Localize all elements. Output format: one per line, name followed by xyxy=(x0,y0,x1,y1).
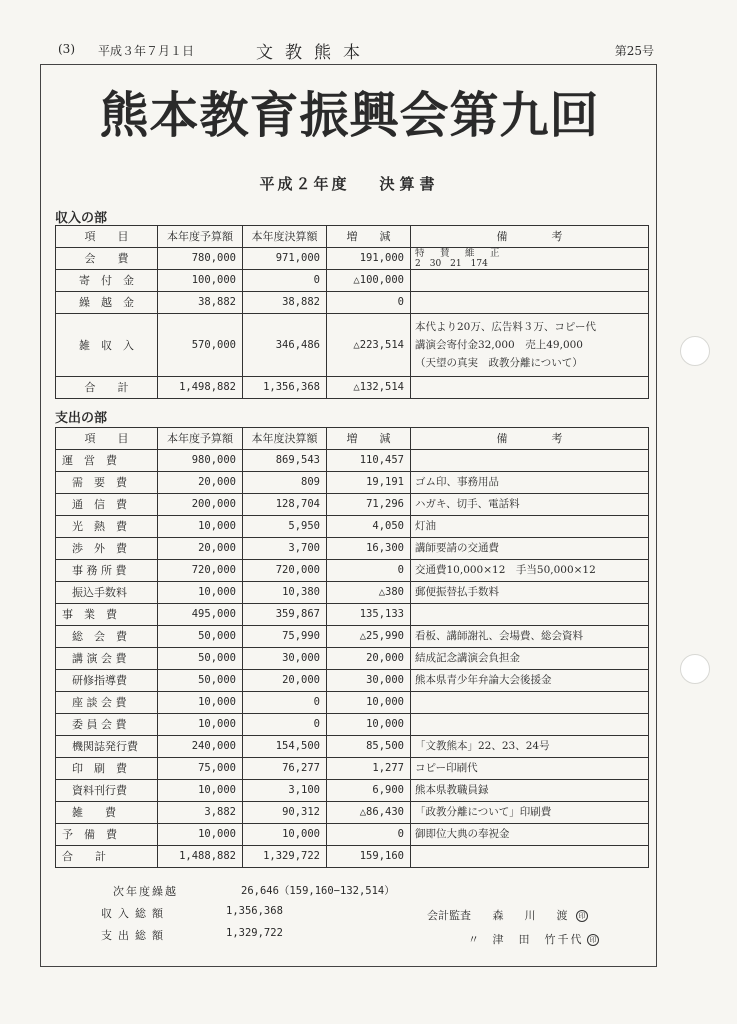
document-frame xyxy=(40,64,657,967)
note xyxy=(411,846,649,868)
actual: 10,000 xyxy=(243,824,327,846)
col-note: 備 考 xyxy=(411,226,649,248)
diff: △380 xyxy=(327,582,411,604)
auditor-role: 会計監査 xyxy=(427,909,471,922)
actual: 720,000 xyxy=(243,560,327,582)
note xyxy=(411,714,649,736)
item: 繰 越 金 xyxy=(56,292,158,314)
diff: 110,457 xyxy=(327,450,411,472)
col-item: 項 目 xyxy=(56,428,158,450)
budget: 20,000 xyxy=(158,472,243,494)
budget: 50,000 xyxy=(158,626,243,648)
expense-row xyxy=(56,692,649,714)
diff: 0 xyxy=(327,560,411,582)
income-header-row xyxy=(56,226,649,248)
budget: 200,000 xyxy=(158,494,243,516)
auditor-role: 〃 xyxy=(468,933,479,946)
paper-name: 文教熊本 xyxy=(256,43,372,63)
income-total-row xyxy=(101,905,431,927)
misc-note-line: 本代より20万、広告料３万、コピー代 xyxy=(415,321,596,333)
budget: 980,000 xyxy=(158,450,243,472)
col-diff: 増 減 xyxy=(327,226,411,248)
note xyxy=(411,270,649,292)
note: ハガキ、切手、電話料 xyxy=(411,494,649,516)
misc-note-line: （天望の真実 政教分離について） xyxy=(415,357,583,369)
col-actual: 本年度決算額 xyxy=(243,428,327,450)
page-header xyxy=(58,38,658,62)
budget: 10,000 xyxy=(158,714,243,736)
actual: 30,000 xyxy=(243,648,327,670)
col-item: 項 目 xyxy=(56,226,158,248)
fiscal-year: 平成２年度 xyxy=(259,175,350,193)
item: 渉 外 費 xyxy=(56,538,158,560)
sub-title xyxy=(41,173,658,194)
actual: 1,329,722 xyxy=(243,846,327,868)
diff: 16,300 xyxy=(327,538,411,560)
diff: 0 xyxy=(327,292,411,314)
item: 合 計 xyxy=(56,846,158,868)
income-row-total xyxy=(56,377,649,399)
diff: △223,514 xyxy=(327,314,411,377)
item: 通 信 費 xyxy=(56,494,158,516)
expense-row xyxy=(56,714,649,736)
diff: 135,133 xyxy=(327,604,411,626)
actual: 75,990 xyxy=(243,626,327,648)
budget: 38,882 xyxy=(158,292,243,314)
note: 講師要請の交通費 xyxy=(411,538,649,560)
note: 結成記念講演会負担金 xyxy=(411,648,649,670)
diff: 30,000 xyxy=(327,670,411,692)
auditor-name: 津 田 竹千代 xyxy=(492,933,584,946)
note: コピー印刷代 xyxy=(411,758,649,780)
item: 座 談 会 費 xyxy=(56,692,158,714)
actual: 38,882 xyxy=(243,292,327,314)
actual: 90,312 xyxy=(243,802,327,824)
auditor-name: 森 川 渡 xyxy=(492,909,573,922)
actual: 5,950 xyxy=(243,516,327,538)
income-row-misc xyxy=(56,314,649,377)
diff: 6,900 xyxy=(327,780,411,802)
actual: 128,704 xyxy=(243,494,327,516)
diff: △86,430 xyxy=(327,802,411,824)
expense-row xyxy=(56,494,649,516)
income-section-label: 収入の部 xyxy=(55,211,108,226)
expense-row xyxy=(56,516,649,538)
expense-row xyxy=(56,802,649,824)
diff: 19,191 xyxy=(327,472,411,494)
misc-income-note xyxy=(411,314,649,377)
diff: 1,277 xyxy=(327,758,411,780)
actual: 1,356,368 xyxy=(243,377,327,399)
budget: 10,000 xyxy=(158,780,243,802)
budget: 720,000 xyxy=(158,560,243,582)
actual: 10,380 xyxy=(243,582,327,604)
item: 印 刷 費 xyxy=(56,758,158,780)
note: 灯油 xyxy=(411,516,649,538)
expense-total-label: 支出総額 xyxy=(101,929,169,942)
diff: 10,000 xyxy=(327,692,411,714)
actual: 154,500 xyxy=(243,736,327,758)
punch-hole-icon xyxy=(680,654,710,684)
expense-row xyxy=(56,582,649,604)
col-budget: 本年度予算額 xyxy=(158,428,243,450)
expense-row xyxy=(56,648,649,670)
budget: 50,000 xyxy=(158,648,243,670)
actual: 359,867 xyxy=(243,604,327,626)
note: 郵便振替払手数料 xyxy=(411,582,649,604)
income-table xyxy=(55,225,649,399)
item: 研修指導費 xyxy=(56,670,158,692)
expense-row xyxy=(56,736,649,758)
budget: 570,000 xyxy=(158,314,243,377)
note xyxy=(411,692,649,714)
carryover-row xyxy=(101,883,431,905)
issue-volume: 第25号 xyxy=(614,44,654,58)
col-diff: 増 減 xyxy=(327,428,411,450)
expense-row xyxy=(56,670,649,692)
diff: 85,500 xyxy=(327,736,411,758)
actual: 3,700 xyxy=(243,538,327,560)
note: 看板、講師謝礼、会場費、総会資料 xyxy=(411,626,649,648)
income-row-carryover xyxy=(56,292,649,314)
income-total-label: 収入総額 xyxy=(101,907,169,920)
note: 交通費10,000×12 手当50,000×12 xyxy=(411,560,649,582)
col-actual: 本年度決算額 xyxy=(243,226,327,248)
budget: 240,000 xyxy=(158,736,243,758)
budget: 10,000 xyxy=(158,582,243,604)
note: 「政教分離について」印刷費 xyxy=(411,802,649,824)
actual: 20,000 xyxy=(243,670,327,692)
expense-row xyxy=(56,780,649,802)
diff: 71,296 xyxy=(327,494,411,516)
diff: 20,000 xyxy=(327,648,411,670)
income-total-value: 1,356,368 xyxy=(226,905,283,917)
actual: 0 xyxy=(243,692,327,714)
issue-date: 平成３年７月１日 xyxy=(98,44,195,58)
diff: 0 xyxy=(327,824,411,846)
item: 雑 収 入 xyxy=(56,314,158,377)
diff: 4,050 xyxy=(327,516,411,538)
expense-row xyxy=(56,626,649,648)
item: 光 熱 費 xyxy=(56,516,158,538)
budget: 20,000 xyxy=(158,538,243,560)
item: 寄 付 金 xyxy=(56,270,158,292)
budget: 10,000 xyxy=(158,692,243,714)
budget: 3,882 xyxy=(158,802,243,824)
main-title: 熊本教育振興会第九回 xyxy=(99,86,600,144)
item: 雑 費 xyxy=(56,802,158,824)
item: 合 計 xyxy=(56,377,158,399)
auditor-2 xyxy=(427,931,599,947)
note xyxy=(411,450,649,472)
item: 機関誌発行費 xyxy=(56,736,158,758)
item: 委 員 会 費 xyxy=(56,714,158,736)
item: 事 務 所 費 xyxy=(56,560,158,582)
diff: 10,000 xyxy=(327,714,411,736)
document-type: 決算書 xyxy=(379,175,440,193)
expense-row xyxy=(56,758,649,780)
expense-total-value: 1,329,722 xyxy=(226,927,283,939)
membership-types: 特 賛 維 正 xyxy=(415,247,503,259)
expense-row xyxy=(56,538,649,560)
note: 御即位大典の奉祝金 xyxy=(411,824,649,846)
item: 需 要 費 xyxy=(56,472,158,494)
actual: 0 xyxy=(243,270,327,292)
note xyxy=(411,604,649,626)
item: 事 業 費 xyxy=(56,604,158,626)
actual: 869,543 xyxy=(243,450,327,472)
misc-note-line: 講演会寄付金32,000 売上49,000 xyxy=(415,339,583,351)
item: 講 演 会 費 xyxy=(56,648,158,670)
item: 総 会 費 xyxy=(56,626,158,648)
membership-note xyxy=(411,248,649,270)
diff: △132,514 xyxy=(327,377,411,399)
actual: 0 xyxy=(243,714,327,736)
budget: 780,000 xyxy=(158,248,243,270)
col-note: 備 考 xyxy=(411,428,649,450)
diff: 159,160 xyxy=(327,846,411,868)
seal-icon: 印 xyxy=(576,910,588,922)
budget: 50,000 xyxy=(158,670,243,692)
item: 予 備 費 xyxy=(56,824,158,846)
issue-number: (3) xyxy=(58,42,75,56)
expense-row xyxy=(56,472,649,494)
item: 資料刊行費 xyxy=(56,780,158,802)
actual: 971,000 xyxy=(243,248,327,270)
budget: 10,000 xyxy=(158,824,243,846)
actual: 76,277 xyxy=(243,758,327,780)
note xyxy=(411,377,649,399)
membership-counts: 2 30 21 174 xyxy=(415,258,488,269)
note xyxy=(411,292,649,314)
diff: 191,000 xyxy=(327,248,411,270)
note: ゴム印、事務用品 xyxy=(411,472,649,494)
expense-total-row xyxy=(101,927,431,949)
actual: 346,486 xyxy=(243,314,327,377)
expense-row-total xyxy=(56,846,649,868)
budget: 10,000 xyxy=(158,516,243,538)
actual: 809 xyxy=(243,472,327,494)
punch-hole-icon xyxy=(680,336,710,366)
budget: 100,000 xyxy=(158,270,243,292)
budget: 75,000 xyxy=(158,758,243,780)
item: 会 費 xyxy=(56,248,158,270)
diff: △100,000 xyxy=(327,270,411,292)
note: 熊本県青少年弁論大会後援金 xyxy=(411,670,649,692)
budget: 495,000 xyxy=(158,604,243,626)
seal-icon: 印 xyxy=(587,934,599,946)
note: 「文教熊本」22、23、24号 xyxy=(411,736,649,758)
expense-row xyxy=(56,560,649,582)
expense-section-label: 支出の部 xyxy=(55,411,108,426)
summary-block xyxy=(101,883,431,949)
expense-header-row xyxy=(56,428,649,450)
auditor-1 xyxy=(427,907,588,923)
actual: 3,100 xyxy=(243,780,327,802)
expense-row xyxy=(56,450,649,472)
income-row-donation xyxy=(56,270,649,292)
item: 運 営 費 xyxy=(56,450,158,472)
col-budget: 本年度予算額 xyxy=(158,226,243,248)
budget: 1,488,882 xyxy=(158,846,243,868)
income-row-membership xyxy=(56,248,649,270)
item: 振込手数料 xyxy=(56,582,158,604)
carryover-label: 次年度繰越 xyxy=(113,885,178,898)
carryover-value: 26,646（159,160−132,514） xyxy=(241,885,395,897)
budget: 1,498,882 xyxy=(158,377,243,399)
expense-row xyxy=(56,824,649,846)
expense-row xyxy=(56,604,649,626)
note: 熊本県教職員録 xyxy=(411,780,649,802)
diff: △25,990 xyxy=(327,626,411,648)
expense-table xyxy=(55,427,649,868)
